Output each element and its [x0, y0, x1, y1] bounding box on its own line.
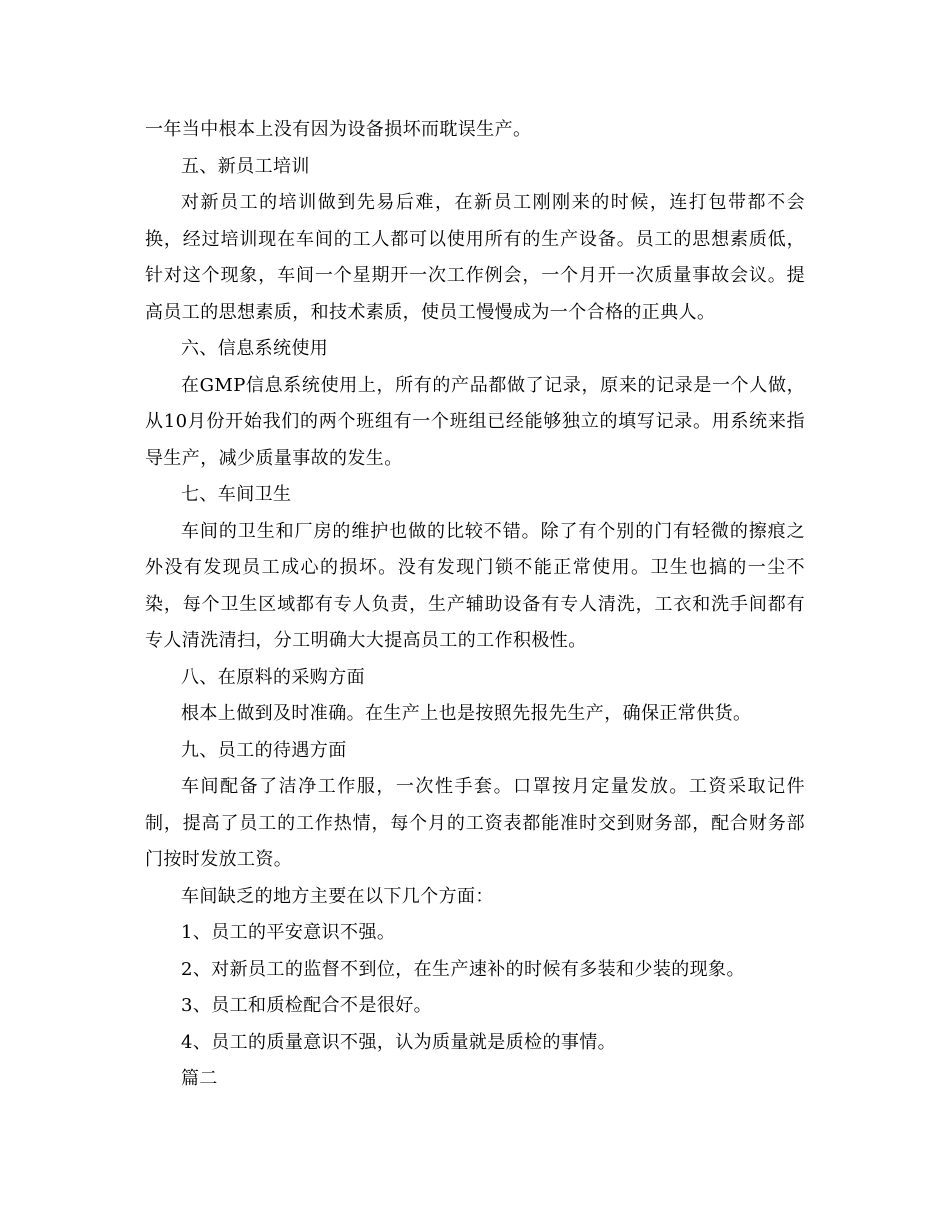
list-item-shortcoming-2: 2、对新员工的监督不到位，在生产速补的时候有多装和少装的现象。	[181, 958, 745, 980]
document-body	[145, 112, 805, 1098]
paragraph-intro-continuation: 一年当中根本上没有因为设备损坏而耽误生产。	[145, 119, 532, 140]
paragraph-shortcomings-intro: 车间缺乏的地方主要在以下几个方面：	[181, 885, 494, 907]
paragraph-information-system: 在GMP信息系统使用上，所有的产品都做了记录，原来的记录是一个人做，从10月份开始我们的两个班组有一个班组已经能够独立的填写记录。用系统来指导生产，减少质量事故的发生。	[145, 374, 805, 469]
list-item-shortcoming-4: 4、员工的质量意识不强，认为质量就是质检的事情。	[181, 1031, 617, 1053]
section-heading-workshop-hygiene: 七、车间卫生	[181, 484, 292, 505]
section-heading-staff-benefits: 九、员工的待遇方面	[181, 739, 347, 761]
paragraph-workshop-hygiene: 车间的卫生和厂房的维护也做的比较不错。除了有个别的门有轻微的擦痕之外没有发现员工成心的损坏。没有发现门锁不能正常使用。卫生也搞的一尘不染，每个卫生区域都有专人负责，生产辅助设备有专人清洗，工衣和洗手间都有专人清洗清扫，分工明确大大提高员工的工作积极性。	[145, 520, 805, 651]
paragraph-staff-benefits: 车间配备了洁净工作服，一次性手套。口罩按月定量发放。工资采取记件制，提高了员工的工作热情，每个月的工资表都能准时交到财务部，配合财务部门按时发放工资。	[145, 776, 805, 870]
section-heading-information-system: 六、信息系统使用	[181, 338, 329, 359]
list-item-shortcoming-3: 3、员工和质检配合不是很好。	[181, 995, 433, 1016]
paragraph-new-staff-training: 对新员工的培训做到先易后难，在新员工刚刚来的时候，连打包带都不会换，经过培训现在车间的工人都可以使用所有的生产设备。员工的思想素质低，针对这个现象，车间一个星期开一次工作例会，一个月开一次质量事故会议。提高员工的思想素质，和技术素质，使员工慢慢成为一个合格的正典人。	[145, 192, 805, 323]
section-heading-part-two: 篇二	[181, 1068, 218, 1089]
list-item-shortcoming-1: 1、员工的平安意识不强。	[181, 922, 396, 943]
section-heading-raw-material-purchasing: 八、在原料的采购方面	[181, 666, 365, 688]
section-heading-new-staff-training: 五、新员工培训	[181, 155, 310, 177]
paragraph-raw-material-purchasing: 根本上做到及时准确。在生产上也是按照先报先生产，确保正常供货。	[181, 703, 752, 724]
